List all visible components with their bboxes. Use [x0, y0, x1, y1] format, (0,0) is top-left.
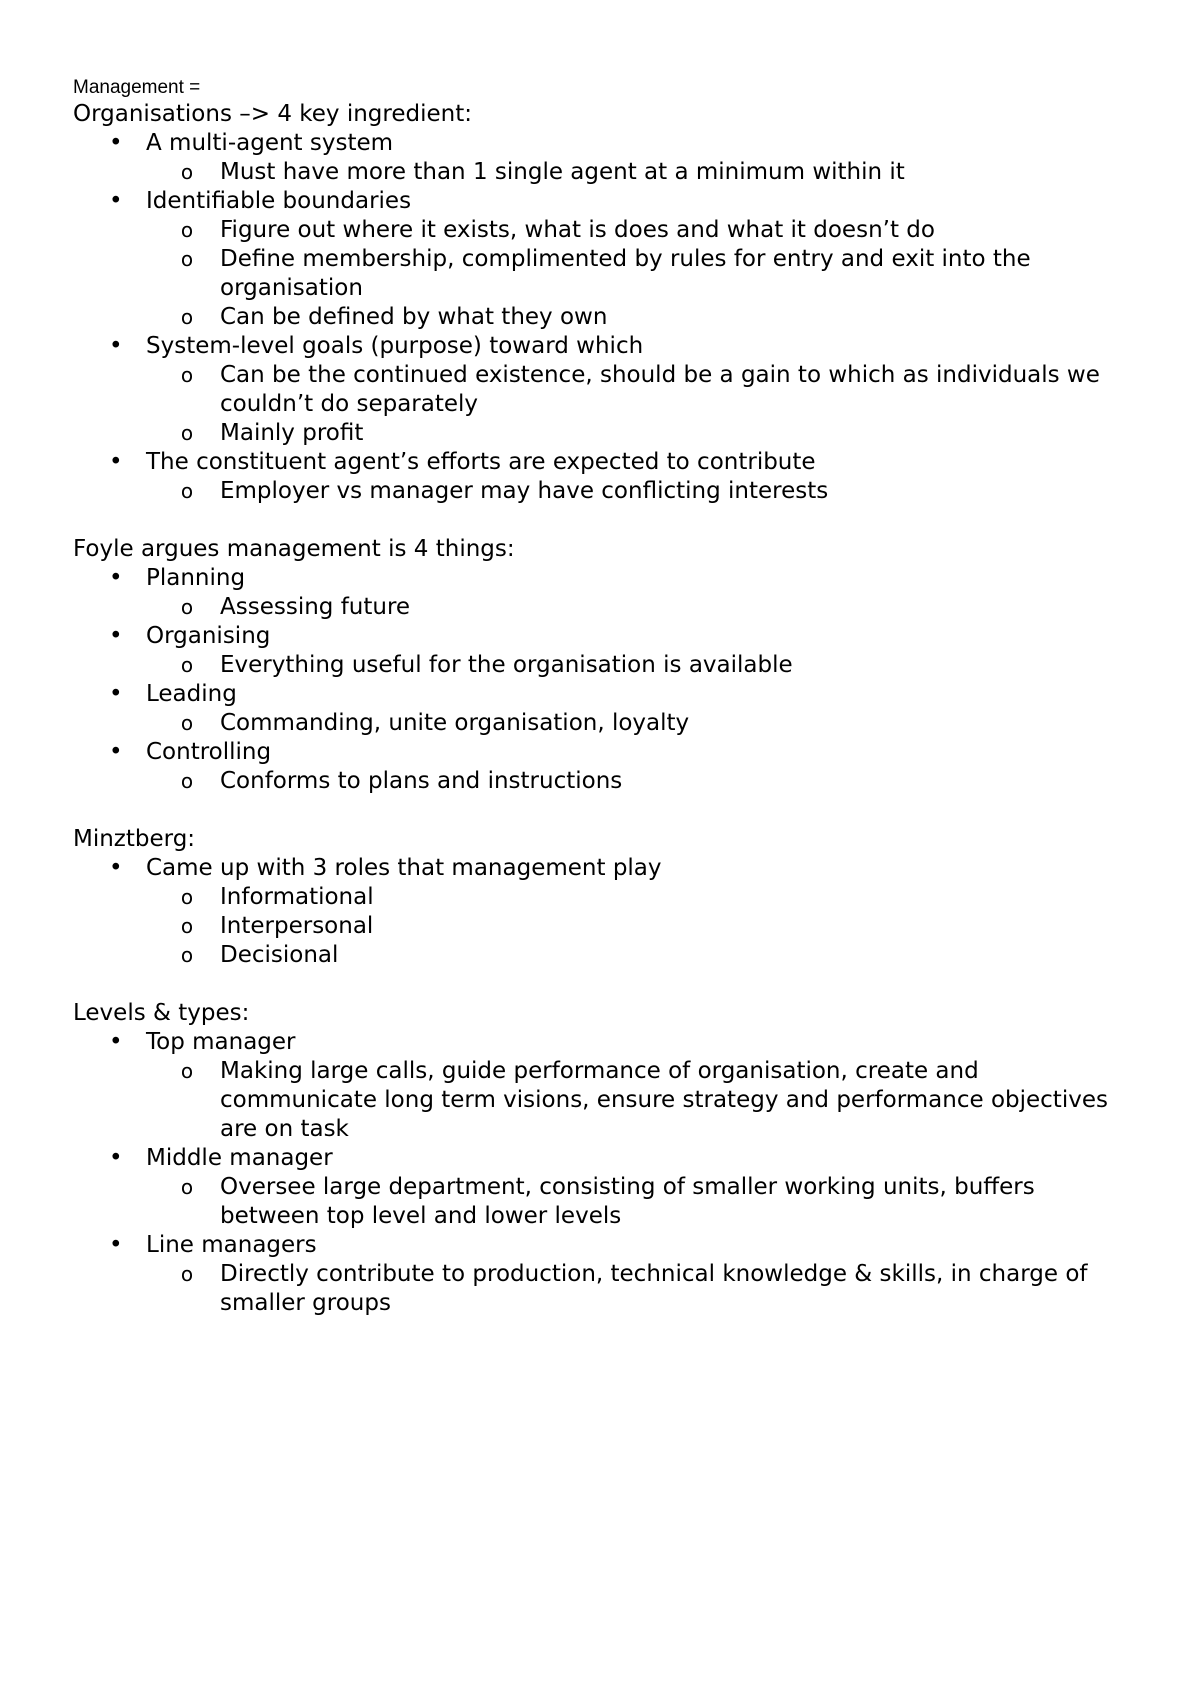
bullet-icon: • [109, 681, 123, 707]
sub-bullet-item [73, 593, 1133, 622]
bullet-item [73, 738, 1133, 767]
section-spacer [73, 796, 1133, 825]
bullet-item [73, 680, 1133, 709]
sub-bullet-item [73, 912, 1133, 941]
circle-bullet-icon: o [180, 769, 194, 793]
section-heading: Organisations –> 4 key ingredient: [73, 101, 472, 127]
bullet-icon: • [109, 623, 123, 649]
bullet-icon: • [109, 130, 123, 156]
sub-bullet-text: Conforms to plans and instructions [220, 768, 623, 794]
bullet-text: Came up with 3 roles that management play [146, 855, 662, 881]
bullet-icon: • [109, 855, 123, 881]
sub-bullet-text: Figure out where it exists, what is does and what it doesn’t do [220, 217, 935, 243]
circle-bullet-icon: o [180, 885, 194, 909]
bullet-text: Leading [146, 681, 237, 707]
bullet-text: The constituent agent’s efforts are expected to contribute [146, 449, 816, 475]
sub-bullet-text: Can be defined by what they own [220, 304, 608, 330]
sub-bullet-text: Informational [220, 884, 374, 910]
bullet-text: Top manager [146, 1029, 296, 1055]
circle-bullet-icon: o [180, 595, 194, 619]
sub-bullet-item [73, 477, 1133, 506]
circle-bullet-icon: o [180, 1262, 194, 1286]
bullet-icon: • [109, 188, 123, 214]
bullet-text: Planning [146, 565, 246, 591]
sub-bullet-item [73, 941, 1133, 970]
section-heading: Levels & types: [73, 1000, 250, 1026]
sub-bullet-item [73, 767, 1133, 796]
circle-bullet-icon: o [180, 653, 194, 677]
sub-bullet-text: Can be the continued existence, should be a gain to which as individuals we couldn’t do separately [220, 362, 1100, 417]
document-title: Management = [73, 77, 201, 98]
bullet-item [73, 332, 1133, 361]
bullet-item [73, 622, 1133, 651]
bullet-text: Controlling [146, 739, 272, 765]
circle-bullet-icon: o [180, 479, 194, 503]
circle-bullet-icon: o [180, 247, 194, 271]
sub-bullet-text: Interpersonal [220, 913, 374, 939]
section-heading: Minztberg: [73, 826, 196, 852]
circle-bullet-icon: o [180, 160, 194, 184]
sub-bullet-item [73, 303, 1133, 332]
sub-bullet-item [73, 1173, 1133, 1231]
bullet-text: Middle manager [146, 1145, 333, 1171]
bullet-text: Organising [146, 623, 271, 649]
bullet-text: A multi-agent system [146, 130, 394, 156]
bullet-icon: • [109, 333, 123, 359]
circle-bullet-icon: o [180, 1175, 194, 1199]
bullet-item [73, 129, 1133, 158]
sub-bullet-text: Decisional [220, 942, 339, 968]
bullet-item [73, 1231, 1133, 1260]
circle-bullet-icon: o [180, 711, 194, 735]
bullet-icon: • [109, 1145, 123, 1171]
section-spacer [73, 970, 1133, 999]
bullet-icon: • [109, 1029, 123, 1055]
sub-bullet-item [73, 709, 1133, 738]
sub-bullet-text: Assessing future [220, 594, 411, 620]
bullet-item [73, 187, 1133, 216]
sub-bullet-text: Commanding, unite organisation, loyalty [220, 710, 690, 736]
bullet-icon: • [109, 449, 123, 475]
sub-bullet-text: Mainly profit [220, 420, 364, 446]
section-spacer [73, 506, 1133, 535]
sub-bullet-text: Oversee large department, consisting of smaller working units, buffers between top level and lower levels [220, 1174, 1035, 1229]
bullet-text: System-level goals (purpose) toward which [146, 333, 644, 359]
sub-bullet-item [73, 883, 1133, 912]
circle-bullet-icon: o [180, 305, 194, 329]
document-body [73, 100, 1133, 1318]
bullet-icon: • [109, 739, 123, 765]
sub-bullet-text: Making large calls, guide performance of organisation, create and communicate long term visions, ensure strategy and performance objectives are on task [220, 1058, 1108, 1142]
sub-bullet-item [73, 651, 1133, 680]
circle-bullet-icon: o [180, 1059, 194, 1083]
sub-bullet-text: Must have more than 1 single agent at a minimum within it [220, 159, 905, 185]
sub-bullet-text: Directly contribute to production, technical knowledge & skills, in charge of smaller groups [220, 1261, 1088, 1316]
sub-bullet-item [73, 419, 1133, 448]
section-heading: Foyle argues management is 4 things: [73, 536, 515, 562]
bullet-item [73, 854, 1133, 883]
sub-bullet-item [73, 1260, 1133, 1318]
sub-bullet-item [73, 216, 1133, 245]
bullet-item [73, 1028, 1133, 1057]
bullet-item [73, 564, 1133, 593]
sub-bullet-item [73, 158, 1133, 187]
bullet-item [73, 448, 1133, 477]
circle-bullet-icon: o [180, 363, 194, 387]
circle-bullet-icon: o [180, 218, 194, 242]
bullet-icon: • [109, 1232, 123, 1258]
sub-bullet-text: Define membership, complimented by rules for entry and exit into the organisation [220, 246, 1031, 301]
sub-bullet-item [73, 1057, 1133, 1144]
bullet-icon: • [109, 565, 123, 591]
circle-bullet-icon: o [180, 943, 194, 967]
sub-bullet-item [73, 361, 1133, 419]
circle-bullet-icon: o [180, 421, 194, 445]
bullet-item [73, 1144, 1133, 1173]
circle-bullet-icon: o [180, 914, 194, 938]
sub-bullet-item [73, 245, 1133, 303]
bullet-text: Line managers [146, 1232, 317, 1258]
sub-bullet-text: Employer vs manager may have conflicting interests [220, 478, 829, 504]
bullet-text: Identifiable boundaries [146, 188, 412, 214]
sub-bullet-text: Everything useful for the organisation is available [220, 652, 793, 678]
